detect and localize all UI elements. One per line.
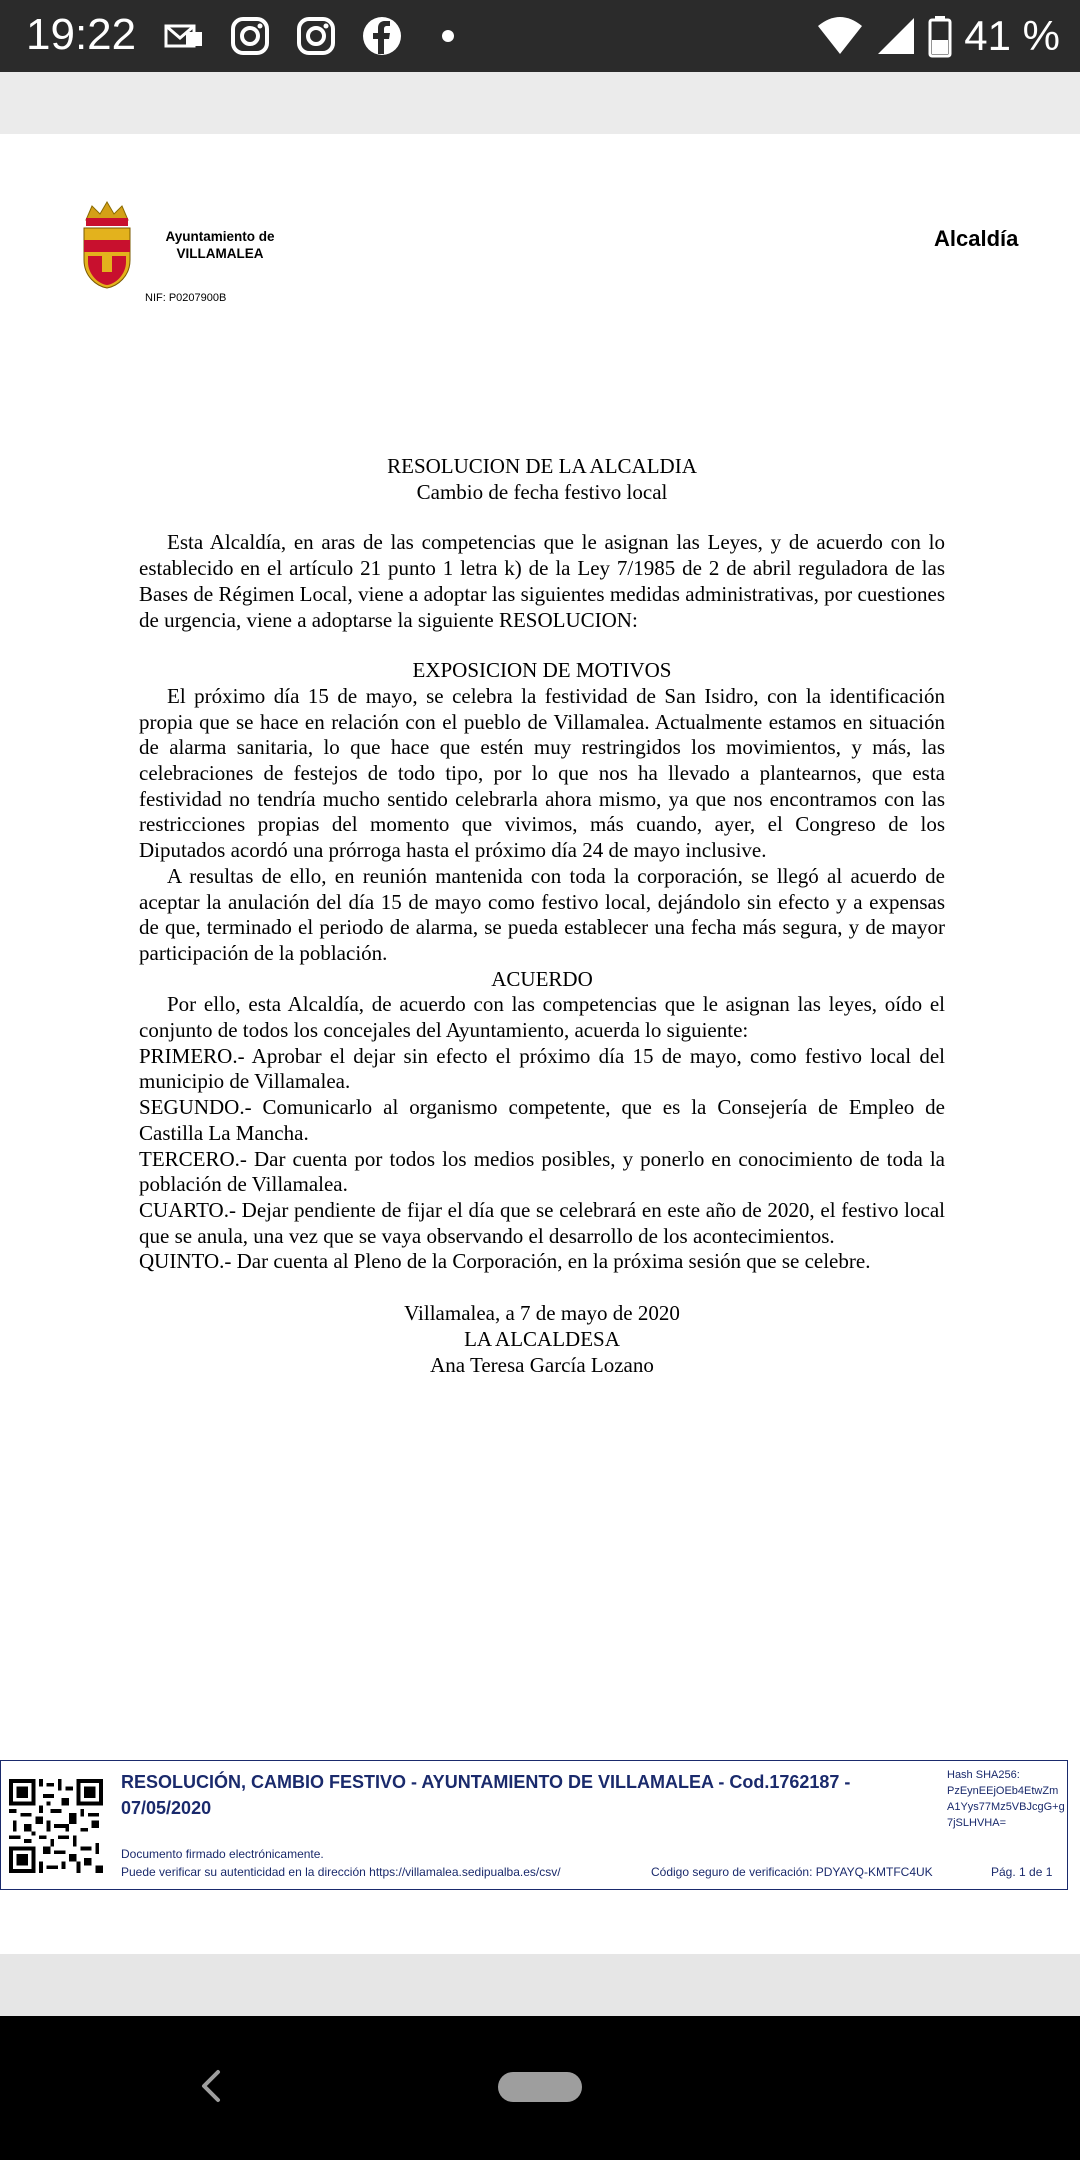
acuerdo-primero: PRIMERO.- Aprobar el dejar sin efecto el próximo día 15 de mayo, como festivo local del municipio de Villamalea.	[139, 1043, 945, 1094]
coat-of-arms-logo	[78, 200, 136, 290]
email-icon	[162, 14, 206, 58]
viewer-top-margin	[0, 72, 1080, 134]
facebook-icon	[360, 14, 404, 58]
organization-name-line2: VILLAMALEA	[176, 246, 264, 261]
battery-percentage: 41 %	[964, 12, 1060, 59]
motivos-heading: EXPOSICION DE MOTIVOS	[412, 658, 672, 683]
intro-paragraph: Esta Alcaldía, en aras de las competencias que le asignan las Leyes, y de acuerdo con lo establecido en el artículo 21 punto 1 letra k) de la Ley 7/1985 de 2 de abril reguladora de las Bases de Régimen Local, viene a adoptar las siguientes medidas administrativas, por cuestiones de urgencia, viene a adoptarse la siguiente RESOLUCION:	[139, 530, 945, 632]
acuerdo-segundo: SEGUNDO.- Comunicarlo al organismo competente, que es la Consejería de Empleo de Castilla La Mancha.	[139, 1095, 945, 1145]
verification-title: RESOLUCIÓN, CAMBIO FESTIVO - AYUNTAMIENTO DE VILLAMALEA - Cod.1762187 - 07/05/2020	[121, 1772, 851, 1818]
organization-name-line1: Ayuntamiento de	[165, 229, 275, 244]
status-time: 19:22	[26, 10, 137, 59]
document-title: RESOLUCION DE LA ALCALDIA	[387, 454, 697, 478]
verification-code: Código seguro de verificación: PDYAYQ-KMTFC4UK	[651, 1865, 933, 1879]
motivos-paragraph-2: A resultas de ello, en reunión mantenida con toda la corporación, se llegó al acuerdo de aceptar la anulación del día 15 de mayo como festivo local, dejándolo sin efecto y a expensas de que, terminado el periodo de alarma, se pueda establecer una fecha más segura, y de mayor participación de la población.	[139, 863, 945, 965]
hash-value: PzEynEEjOEb4EtwZmA1Yys77Mz5VBJcgG+g7jSLHVHA=	[947, 1785, 1065, 1829]
instagram-icon	[294, 14, 338, 58]
dot-icon	[426, 14, 470, 58]
system-icons	[816, 12, 1060, 60]
qr-code-icon	[9, 1779, 103, 1873]
signed-notice: Documento firmado electrónicamente.	[121, 1847, 324, 1861]
signer-name: Ana Teresa García Lozano	[430, 1352, 654, 1377]
verification-box	[0, 1760, 1068, 1890]
document-body	[139, 454, 945, 1378]
page-number: Pág. 1 de 1	[991, 1865, 1053, 1879]
organization-name	[150, 228, 290, 262]
acuerdo-intro: Por ello, esta Alcaldía, de acuerdo con las competencias que le asignan las leyes, oído el conjunto de todos los concejales del Ayuntamiento, acuerda lo siguiente:	[139, 992, 945, 1043]
place-date: Villamalea, a 7 de mayo de 2020	[404, 1301, 680, 1326]
viewer-bottom-margin	[0, 1954, 1080, 2016]
department-label: Alcaldía	[934, 226, 1019, 251]
back-icon[interactable]	[190, 2064, 234, 2108]
nif-text: NIF: P0207900B	[145, 292, 227, 304]
document-subtitle: Cambio de fecha festivo local	[416, 479, 668, 504]
signal-icon	[876, 14, 916, 58]
status-bar	[0, 0, 1080, 72]
wifi-icon	[816, 14, 864, 58]
verify-url-text[interactable]: Puede verificar su autenticidad en la dirección https://villamalea.sedipualba.es/csv/	[121, 1865, 561, 1879]
navigation-bar	[0, 2016, 1080, 2160]
motivos-paragraph-1: El próximo día 15 de mayo, se celebra la festividad de San Isidro, con la identificación propia que se hace en relación con el pueblo de Villamalea. Actualmente estamos en situación de alarma sanitaria, lo que hace que estén muy restringidos los movimientos, y más, las celebraciones de festejos de todo tipo, por lo que nos ha llevado a plantearnos, que esta festividad no tendría mucho sentido celebrarla ahora mismo, ya que nos encontramos con las restricciones propias del momento que vivimos, más cuando, ayer, el Congreso de los Diputados acordó una prórroga hasta el próximo día 24 de mayo inclusive.	[139, 683, 945, 863]
signer-role: LA ALCALDESA	[464, 1326, 620, 1351]
battery-icon	[928, 14, 952, 58]
acuerdo-quinto: QUINTO.- Dar cuenta al Pleno de la Corporación, en la próxima sesión que se celebre.	[139, 1249, 871, 1274]
acuerdo-tercero: TERCERO.- Dar cuenta por todos los medios posibles, y ponerlo en conocimiento de toda la población de Villamalea.	[139, 1146, 945, 1197]
instagram-icon	[228, 14, 272, 58]
hash-block	[947, 1767, 1065, 1831]
notification-icons	[162, 14, 470, 58]
acuerdo-cuarto: CUARTO.- Dejar pendiente de fijar el día que se celebrará en este año de 2020, el festivo local que se anula, una vez que se vaya observando el desarrollo de los acontecimientos.	[139, 1197, 945, 1248]
acuerdo-heading: ACUERDO	[491, 966, 593, 991]
home-pill-button[interactable]	[498, 2072, 582, 2102]
hash-label: Hash SHA256:	[947, 1769, 1020, 1781]
document-page[interactable]	[0, 134, 1080, 1954]
